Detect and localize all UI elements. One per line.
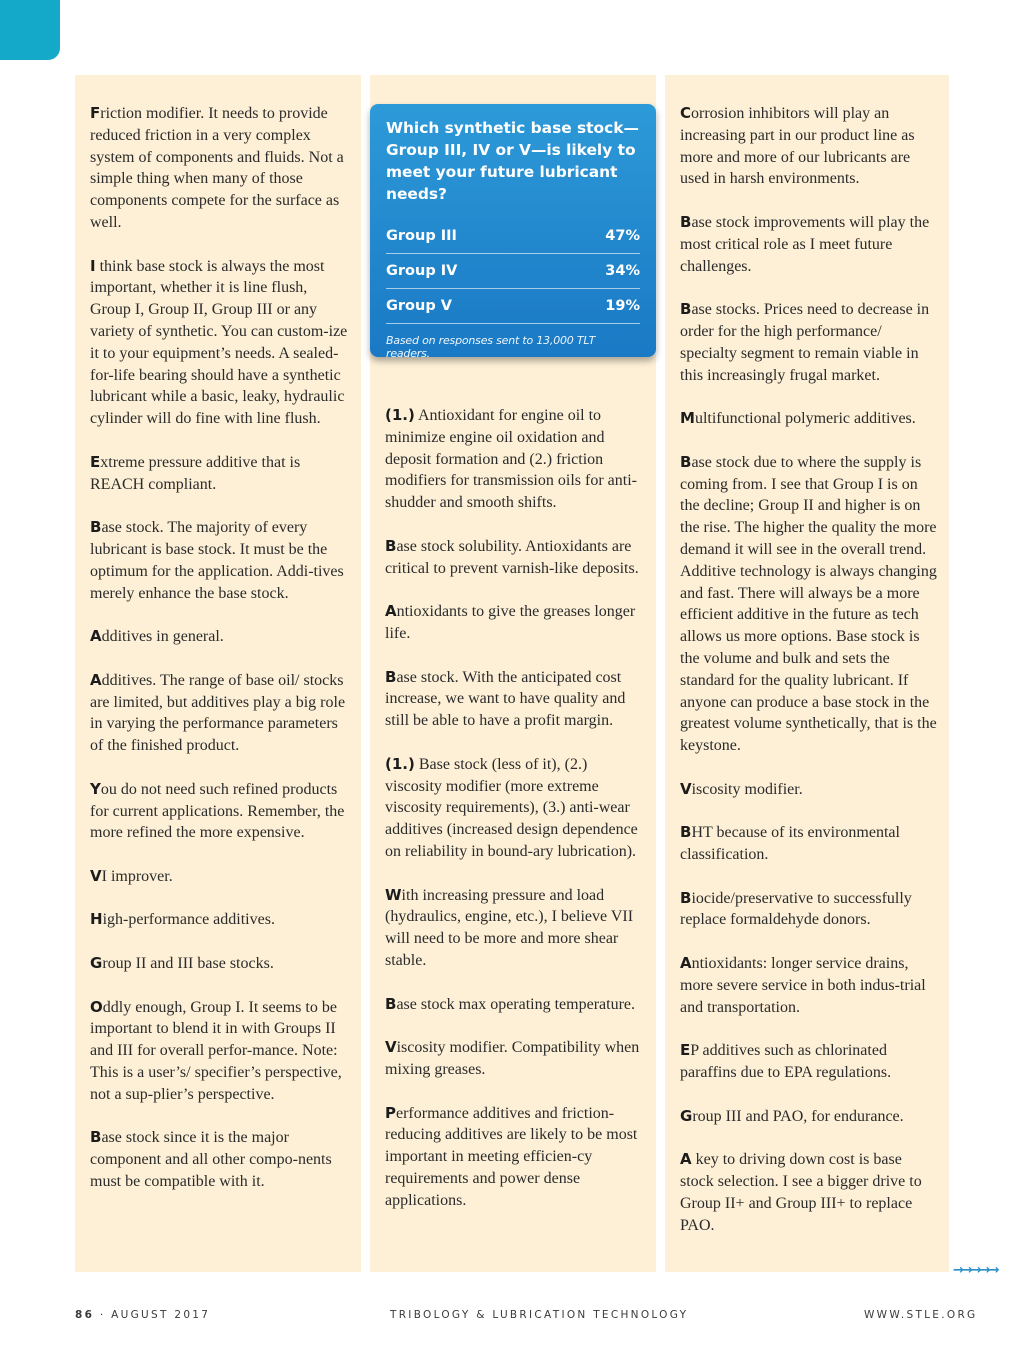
paragraph-lead-in: M <box>680 409 695 428</box>
paragraph-lead-in: B <box>90 518 102 537</box>
footer-left <box>75 1309 210 1321</box>
response-paragraph <box>90 953 349 975</box>
paragraph-lead-in: A <box>90 670 102 689</box>
paragraph-text: ith increasing pressure and load (hydraulics, engine, etc.), I believe VII will need to be more and more shear stable. <box>385 886 634 969</box>
response-paragraph <box>90 256 349 430</box>
response-paragraph <box>90 997 349 1106</box>
response-paragraph <box>385 405 646 514</box>
poll-value: 34% <box>605 263 640 279</box>
paragraph-text: ase stock max operating temperature. <box>396 995 636 1013</box>
website-url: WWW.STLE.ORG <box>864 1309 978 1321</box>
poll-value: 47% <box>605 228 640 244</box>
paragraph-lead-in: G <box>90 954 103 973</box>
poll-label: Group IV <box>386 263 458 279</box>
response-paragraph <box>680 299 939 386</box>
paragraph-text: xtreme pressure additive that is REACH compliant. <box>90 453 301 493</box>
paragraph-lead-in: F <box>90 104 101 122</box>
paragraph-lead-in: B <box>680 823 692 842</box>
paragraph-lead-in: A <box>680 1150 692 1169</box>
paragraph-lead-in: B <box>680 888 692 907</box>
paragraph-text: roup III and PAO, for endurance. <box>692 1107 904 1125</box>
paragraph-lead-in: E <box>90 452 101 471</box>
poll-label: Group III <box>386 228 457 244</box>
paragraph-text: I improver. <box>101 867 173 885</box>
paragraph-lead-in: G <box>680 1106 693 1125</box>
paragraph-text: ntioxidants: longer service drains, more severe service in both indus-trial and transportation. <box>680 955 926 1016</box>
poll-row-group-iii <box>386 219 640 254</box>
paragraph-text: roup II and III base stocks. <box>102 955 274 973</box>
response-paragraph <box>680 408 939 430</box>
response-paragraph <box>90 626 349 648</box>
paragraph-lead-in: B <box>385 994 397 1013</box>
response-paragraph <box>385 536 646 580</box>
poll-note: Based on responses sent to 13,000 TLT readers. <box>386 334 596 360</box>
response-paragraph <box>90 452 349 496</box>
response-paragraph <box>385 994 646 1016</box>
paragraph-lead-in: I <box>90 256 96 275</box>
poll-value: 19% <box>605 298 640 314</box>
paragraph-text: erformance additives and friction-reducing additives are likely to be most important in meeting efficien-cy requirements and power dense applications. <box>385 1104 638 1209</box>
column-left-body <box>90 103 349 1193</box>
paragraph-text: ase stock. With the anticipated cost increase, we want to have quality and still be able to have a profit margin. <box>385 668 626 730</box>
response-paragraph <box>680 1149 939 1236</box>
paragraph-text: Antioxidant for engine oil to minimize engine oil oxidation and deposit formation and (2.) friction modifiers for transmission oils for anti-shudder and smooth shifts. <box>385 407 637 512</box>
paragraph-lead-in: V <box>680 779 692 798</box>
paragraph-lead-in: P <box>385 1103 396 1122</box>
page-number: 86 <box>75 1309 95 1321</box>
response-paragraph <box>385 885 646 972</box>
response-paragraph <box>385 601 646 645</box>
response-paragraph <box>680 212 939 277</box>
paragraph-text: ou do not need such refined products for current applications. Remember, the more refined the more expensive. <box>90 780 345 842</box>
paragraph-text: ase stock due to where the supply is coming from. I see that Group I is on the decline; Group II and higher is on the rise. The higher the quality the more demand it will see in the overall trend. Additive technology is always changing and fast. There will always be a more efficient additive in the future as tech allows us more options. Base stock is the volume and bulk and sets the standard for the quality lubricant. If anyone can produce a base stock in the greatest volume synthetically, that is the keystone. <box>680 453 937 755</box>
response-paragraph <box>90 1127 349 1192</box>
poll-row-group-iv <box>386 254 640 289</box>
poll-row-group-v <box>386 289 640 324</box>
response-paragraph <box>680 953 939 1018</box>
paragraph-lead-in: B <box>680 212 692 231</box>
paragraph-lead-in: A <box>385 602 397 621</box>
paragraph-text: ase stock improvements will play the most critical role as I meet future challenges. <box>680 213 930 275</box>
paragraph-lead-in: W <box>385 885 402 904</box>
response-paragraph <box>680 103 939 190</box>
column-middle-body <box>385 405 646 1211</box>
paragraph-lead-in: Y <box>90 779 101 798</box>
paragraph-text: dditives. The range of base oil/ stocks are limited, but additives play a big role in varying the performance parameters of the finished product. <box>90 671 346 755</box>
paragraph-lead-in: O <box>90 997 103 1016</box>
footer-separator: · <box>99 1309 106 1321</box>
paragraph-text: riction modifier. It needs to provide reduced friction in a very complex system of components and fluids. Not a simple thing when many of those components compete for the surface as well. <box>90 105 344 231</box>
paragraph-lead-in: B <box>385 536 397 555</box>
paragraph-lead-in: H <box>90 910 103 929</box>
paragraph-text: HT because of its environmental classification. <box>680 824 900 864</box>
paragraph-lead-in: (1.) <box>385 754 415 773</box>
paragraph-text: igh-performance additives. <box>102 911 275 929</box>
column-right <box>665 75 949 1272</box>
paragraph-text: ntioxidants to give the greases longer life. <box>385 603 636 642</box>
paragraph-lead-in: B <box>385 667 397 686</box>
paragraph-lead-in: E <box>680 1041 691 1060</box>
response-paragraph <box>680 779 939 801</box>
paragraph-text: Base stock (less of it), (2.) viscosity modifier (more extreme viscosity requirements), (3.) anti-wear additives (increased design dependence on reliability in bound-ary lubrication). <box>385 755 638 860</box>
corner-color-tab <box>0 0 60 60</box>
response-paragraph <box>90 517 349 604</box>
publication-name: TRIBOLOGY & LUBRICATION TECHNOLOGY <box>390 1309 689 1321</box>
paragraph-lead-in: V <box>90 866 102 885</box>
paragraph-text: iscosity modifier. <box>691 780 803 798</box>
response-paragraph <box>680 822 939 866</box>
paragraph-text: think base stock is always the most important, whether it is line flush, Group I, Group II, Group III or any variety of synthetic. You can custom-ize it to your equipment’s needs. A sealed-for-life bearing should have a synthetic lubricant while a basic, leaky, hydraulic cylinder will do fine with line flush. <box>90 257 348 428</box>
paragraph-text: ase stock. The majority of every lubricant is base stock. It must be the optimum for the application. Addi-tives merely enhance the base stock. <box>90 519 344 602</box>
column-left <box>75 75 361 1272</box>
paragraph-text: ase stocks. Prices need to decrease in order for the high performance/ specialty segment to remain viable in this increasingly frugal market. <box>680 301 930 384</box>
paragraph-lead-in: V <box>385 1038 397 1057</box>
paragraph-lead-in: C <box>680 104 692 122</box>
response-paragraph <box>90 779 349 844</box>
column-middle <box>370 75 656 1272</box>
response-paragraph <box>680 1106 939 1128</box>
response-paragraph <box>385 667 646 732</box>
response-paragraph <box>385 1037 646 1081</box>
response-paragraph <box>680 452 939 757</box>
paragraph-lead-in: (1.) <box>385 406 415 424</box>
paragraph-lead-in: A <box>680 954 692 973</box>
paragraph-text: ultifunctional polymeric additives. <box>694 410 916 428</box>
paragraph-text: P additives such as chlorinated paraffins due to EPA regulations. <box>680 1042 892 1082</box>
response-paragraph <box>90 909 349 931</box>
response-paragraph <box>90 103 349 234</box>
poll-box <box>370 104 656 360</box>
response-paragraph <box>385 1103 646 1212</box>
response-paragraph <box>90 670 349 757</box>
poll-question: Which synthetic base stock—Group III, IV or V—is likely to meet your future lubricant needs? <box>386 119 639 203</box>
paragraph-text: ddly enough, Group I. It seems to be important to blend it in with Groups II and III for overall perfor-mance. Note: This is a user’s/ specifier’s perspective, not a sup-plier’s perspective. <box>90 998 342 1103</box>
response-paragraph <box>90 866 349 888</box>
column-right-body <box>680 103 939 1236</box>
paragraph-text: ase stock solubility. Antioxidants are critical to prevent varnish-like deposits. <box>385 537 639 577</box>
continue-arrows-icon: →→→→→ <box>953 1263 998 1278</box>
paragraph-lead-in: B <box>680 300 692 319</box>
paragraph-text: orrosion inhibitors will play an increasing part in our product line as more and more of our lubricants are used in harsh environments. <box>680 105 915 188</box>
paragraph-text: iocide/preservative to successfully replace formaldehyde donors. <box>680 889 912 929</box>
response-paragraph <box>680 888 939 932</box>
issue-date: AUGUST 2017 <box>111 1309 211 1321</box>
paragraph-lead-in: B <box>90 1128 102 1147</box>
paragraph-text: dditives in general. <box>101 628 224 646</box>
response-paragraph <box>680 1040 939 1084</box>
paragraph-lead-in: B <box>680 452 692 471</box>
poll-label: Group V <box>386 298 452 314</box>
paragraph-text: key to driving down cost is base stock selection. I see a bigger drive to Group II+ and Group III+ to replace PAO. <box>680 1151 922 1234</box>
response-paragraph <box>385 754 646 863</box>
paragraph-lead-in: A <box>90 627 102 646</box>
paragraph-text: iscosity modifier. Compatibility when mixing greases. <box>385 1039 640 1078</box>
paragraph-text: ase stock since it is the major component and all other compo-nents must be compatible with it. <box>90 1129 332 1191</box>
